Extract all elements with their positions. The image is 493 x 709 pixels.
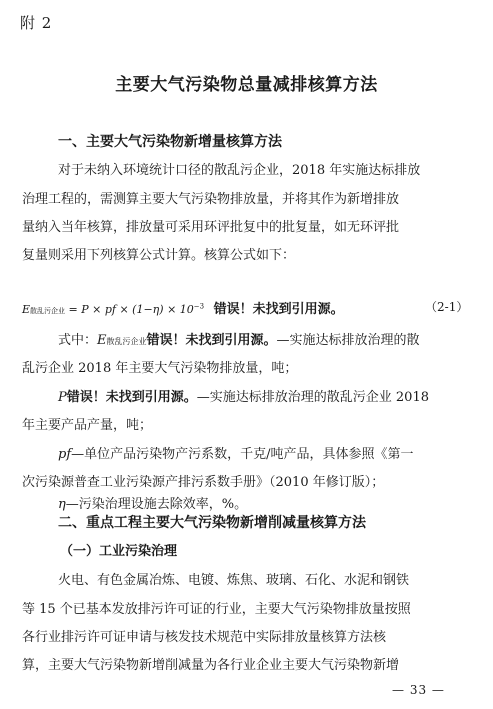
section2-subheading: （一）工业污染治理 <box>60 544 178 559</box>
para2-line4: 算，主要大气污染物新增削减量为各行业企业主要大气污染物新增 <box>22 658 400 673</box>
page-title: 主要大气污染物总量减排核算方法 <box>115 75 378 95</box>
para2-line3: 各行业排污许可证申请与核发技术规范中实际排放量核算方法核 <box>22 630 387 645</box>
section2-heading: 二、重点工程主要大气污染物新增削减量核算方法 <box>58 515 366 531</box>
para1-line2: 治理工程的，需测算主要大气污染物排放量，并将其作为新增排放 <box>22 192 400 207</box>
formula-error: 错误！未找到引用源。 <box>213 302 344 317</box>
para1-line3: 量纳入当年核算，排放量可采用环评批复中的批复量，如无环评批 <box>22 220 400 235</box>
eta-var: η <box>58 497 66 512</box>
where-e-sub: 散乱污企业 <box>106 337 147 346</box>
equation-number: （2-1） <box>425 300 469 314</box>
where-e-desc: —实施达标排放治理的散 <box>276 333 420 348</box>
para1-line1: 对于未纳入环境统计口径的散乱污企业，2018 年实施达标排放 <box>58 163 421 178</box>
formula-lhs: E <box>22 303 31 316</box>
formula-rhs: = P × pf × (1−η) × 10 <box>68 303 194 316</box>
page-number: — 33 — <box>392 683 445 697</box>
pf-desc: —单位产品污染物产污系数，千克/吨产品，具体参照《第一 <box>71 447 414 462</box>
para2-line2: 等 15 个已基本发放排污许可证的行业，主要大气污染物排放量按照 <box>22 602 411 617</box>
para1-line4: 复量则采用下列核算公式计算。核算公式如下： <box>22 248 296 263</box>
formula-exp: −3 <box>193 302 205 311</box>
where-e-var: E <box>97 333 107 348</box>
where-line1 <box>58 329 420 348</box>
p-desc: —实施达标排放治理的散乱污企业 2018 <box>196 390 429 405</box>
formula-lhs-sub: 散乱污企业 <box>30 307 66 315</box>
section1-heading: 一、主要大气污染物新增量核算方法 <box>58 134 282 150</box>
where-e-error: 错误！未找到引用源。 <box>146 333 277 348</box>
pf-def-line2: 次污染源普查工业污染源产排污系数手册》（2010 年修订版）； <box>22 475 385 490</box>
where-line2: 乱污企业 2018 年主要大气污染物排放量，吨； <box>22 361 298 376</box>
eta-desc: —污染治理设施去除效率，%。 <box>65 497 248 512</box>
pf-def-line1 <box>58 443 414 462</box>
p-var: P <box>58 390 67 405</box>
annex-label: 附 2 <box>20 14 53 32</box>
p-def-line1 <box>58 386 429 405</box>
p-def-line2: 年主要产品产量，吨； <box>22 418 153 433</box>
p-error: 错误！未找到引用源。 <box>66 390 197 405</box>
eta-def <box>58 493 247 512</box>
para2-line1: 火电、有色金属冶炼、电镀、炼焦、玻璃、石化、水泥和钢铁 <box>58 573 410 588</box>
where-prefix: 式中： <box>58 333 98 348</box>
pf-var: pf <box>58 447 72 462</box>
formula <box>22 298 344 317</box>
